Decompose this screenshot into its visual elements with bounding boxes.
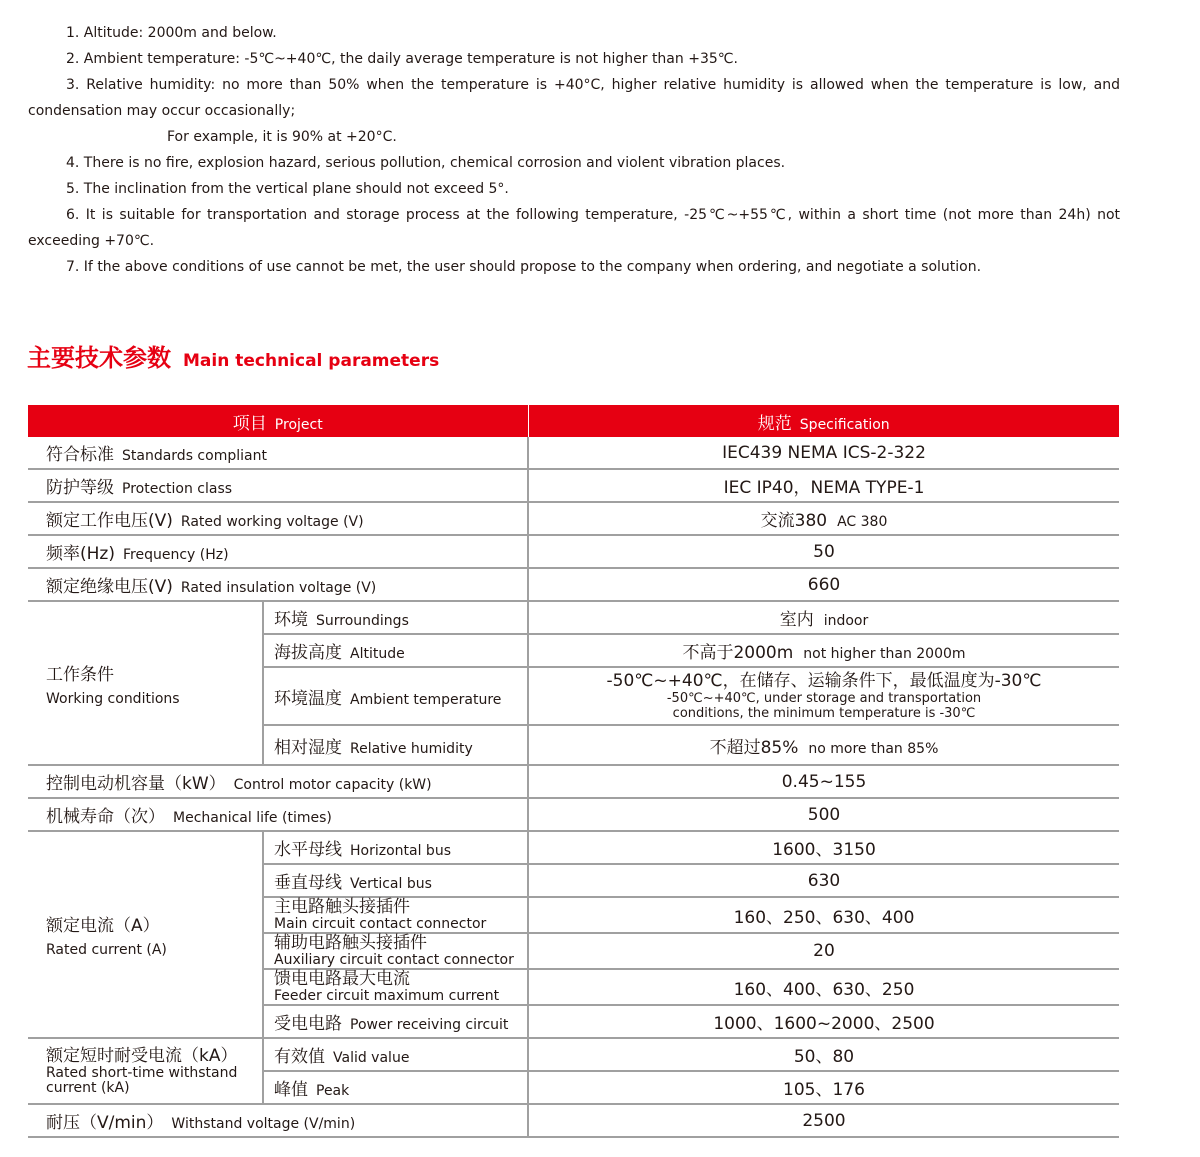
sub-label (263, 667, 528, 725)
row-value (528, 725, 1119, 765)
table-row (28, 831, 1119, 864)
row-value: 20 (528, 933, 1119, 969)
text-label: 环境温度 (274, 688, 342, 709)
row-label (28, 798, 528, 831)
text-label: Main circuit contact connector (274, 916, 487, 932)
text-label: Standards compliant (122, 448, 267, 464)
text-label: 海拔高度 (274, 643, 342, 663)
text-label: Power receiving circuit (350, 1017, 509, 1033)
text-label: Valid value (333, 1050, 410, 1066)
text-label: not higher than 2000m (803, 646, 966, 662)
row-value: 500 (528, 798, 1119, 831)
sub-label (263, 1005, 528, 1038)
row-value (528, 502, 1119, 535)
text-label: -50℃~+40℃，在储存、运输条件下，最低温度为-30℃ (606, 670, 1042, 691)
row-value: IEC IP40，NEMA TYPE-1 (528, 469, 1119, 502)
condition-item: 5. The inclination from the vertical plane should not exceed 5°. (66, 181, 509, 197)
table-row (28, 798, 1119, 831)
row-label (28, 1104, 528, 1137)
text-label: Protection class (122, 481, 233, 497)
table-row (28, 437, 1119, 469)
row-label (28, 502, 528, 535)
sub-label (263, 1071, 528, 1104)
row-value: 630 (528, 864, 1119, 897)
row-value: 2500 (528, 1104, 1119, 1137)
sub-label (263, 933, 528, 969)
table-row (28, 765, 1119, 798)
text-label: 机械寿命（次） (46, 807, 165, 827)
text-label: Rated insulation voltage (V) (180, 580, 377, 596)
condition-item: 7. If the above conditions of use cannot be met, the user should propose to the company when ordering, and negotiate a solution. (66, 259, 982, 275)
text-label: Mechanical life (times) (173, 810, 332, 826)
text-label: Auxiliary circuit contact connector (274, 952, 514, 968)
text-label: Frequency (Hz) (122, 547, 229, 563)
header-project (28, 405, 528, 437)
section-title-zh: 主要技术参数 (27, 344, 171, 372)
text-label: 不超过85% (709, 737, 799, 758)
text-label: Withstand voltage (V/min) (171, 1116, 356, 1132)
row-value: 0.45~155 (528, 765, 1119, 798)
row-value: 50 (528, 535, 1119, 568)
text-label: -50℃~+40℃, under storage and transportation (666, 690, 982, 706)
text-label: Control motor capacity (kW) (233, 777, 432, 793)
row-label (28, 535, 528, 568)
text-label: Rated working voltage (V) (180, 514, 364, 530)
text-label: 额定工作电压(V) (46, 511, 173, 531)
text-label: AC 380 (837, 514, 888, 530)
condition-item: 3. Relative humidity: no more than 50% when the temperature is +40°C, higher relative humidity is allowed when the temperature is low, and condensation may occur occasionally; (28, 77, 1120, 119)
text-label: 有效值 (274, 1047, 325, 1067)
text-label: Rated current (A) (46, 942, 167, 958)
text-label: 馈电电路最大电流 (274, 969, 410, 989)
row-value: 160、400、630、250 (528, 969, 1119, 1005)
sub-label (263, 601, 528, 634)
text-label: Feeder circuit maximum current (274, 988, 500, 1004)
row-value: IEC439 NEMA ICS-2-322 (528, 437, 1119, 469)
sub-label (263, 864, 528, 897)
row-value: 105、176 (528, 1071, 1119, 1104)
sub-label (263, 1038, 528, 1071)
row-label (28, 437, 528, 469)
condition-example: For example, it is 90% at +20°C. (167, 129, 397, 145)
text-label: no more than 85% (808, 740, 939, 757)
table-row (28, 535, 1119, 568)
sub-label (263, 969, 528, 1005)
text-label: Vertical bus (350, 876, 432, 892)
text-label: 项目 (232, 413, 267, 434)
row-value: 160、250、630、400 (528, 897, 1119, 933)
text-label: 室内 (779, 610, 814, 630)
text-label: conditions, the minimum temperature is -30℃ (672, 705, 976, 721)
usage-conditions (28, 20, 1120, 280)
text-label: Ambient temperature (350, 691, 502, 708)
sub-label (263, 634, 528, 667)
text-label: 环境 (274, 610, 308, 630)
text-label: 额定电流（A） (46, 916, 160, 936)
text-label: 峰值 (274, 1080, 308, 1100)
table-row (28, 1104, 1119, 1137)
group-label-short-time (28, 1038, 263, 1104)
row-label (28, 469, 528, 502)
text-label: 控制电动机容量（kW） (46, 774, 226, 794)
sub-label (263, 897, 528, 933)
technical-parameters-table (28, 405, 1119, 1138)
table-row (28, 502, 1119, 535)
group-label-rated-current (28, 831, 263, 1038)
table-row (28, 601, 1119, 634)
table-row (28, 568, 1119, 601)
text-label: 规范 (757, 413, 792, 434)
text-label: Working conditions (46, 690, 180, 707)
text-label: 受电电路 (274, 1014, 342, 1034)
sub-label (263, 725, 528, 765)
table-row (28, 469, 1119, 502)
text-label: 不高于2000m (682, 643, 794, 663)
text-label: 垂直母线 (274, 873, 342, 893)
table-header-row (28, 405, 1119, 437)
text-label: 交流380 (760, 511, 828, 531)
text-label: 防护等级 (46, 478, 114, 498)
text-label: Relative humidity (350, 740, 473, 757)
text-label: Horizontal bus (350, 843, 451, 859)
row-value (528, 667, 1119, 725)
text-label: Peak (316, 1083, 350, 1099)
condition-item: 1. Altitude: 2000m and below. (66, 25, 277, 41)
text-label: Altitude (350, 646, 405, 662)
text-label: Project (274, 416, 323, 433)
group-label-working-conditions (28, 601, 263, 765)
text-label: 工作条件 (46, 664, 114, 685)
sub-label (263, 831, 528, 864)
text-label: Specification (799, 416, 890, 433)
text-label: 额定短时耐受电流（kA） (46, 1046, 238, 1066)
text-label: indoor (823, 613, 869, 629)
condition-item: 4. There is no fire, explosion hazard, serious pollution, chemical corrosion and violent vibration places. (66, 155, 786, 171)
row-label (28, 765, 528, 798)
text-label: 水平母线 (274, 840, 342, 860)
row-value (528, 634, 1119, 667)
row-value: 660 (528, 568, 1119, 601)
row-value: 1600、3150 (528, 831, 1119, 864)
row-value (528, 601, 1119, 634)
text-label: 额定绝缘电压(V) (46, 577, 173, 597)
condition-item: 6. It is suitable for transportation and storage process at the following temperature, -25℃~+55℃, within a short time (not more than 24h) not exceeding +70℃. (28, 207, 1120, 249)
row-label (28, 568, 528, 601)
header-specification (528, 405, 1119, 437)
text-label: 主电路触头接插件 (274, 897, 410, 917)
text-label: 符合标准 (46, 445, 114, 465)
text-label: 辅助电路触头接插件 (274, 933, 427, 953)
text-label: 耐压（V/min） (46, 1113, 164, 1133)
text-label: 频率(Hz) (46, 544, 115, 564)
section-title-en: Main technical parameters (183, 351, 440, 371)
text-label: Surroundings (316, 613, 409, 629)
row-value: 50、80 (528, 1038, 1119, 1071)
row-value: 1000、1600~2000、2500 (528, 1005, 1119, 1038)
condition-item: 2. Ambient temperature: -5℃~+40℃, the daily average temperature is not higher than +35℃. (66, 51, 738, 67)
section-title (27, 338, 439, 373)
text-label: Rated short-time withstand current (kA) (46, 1065, 238, 1096)
table-row (28, 1038, 1119, 1071)
text-label: 相对湿度 (274, 737, 342, 758)
